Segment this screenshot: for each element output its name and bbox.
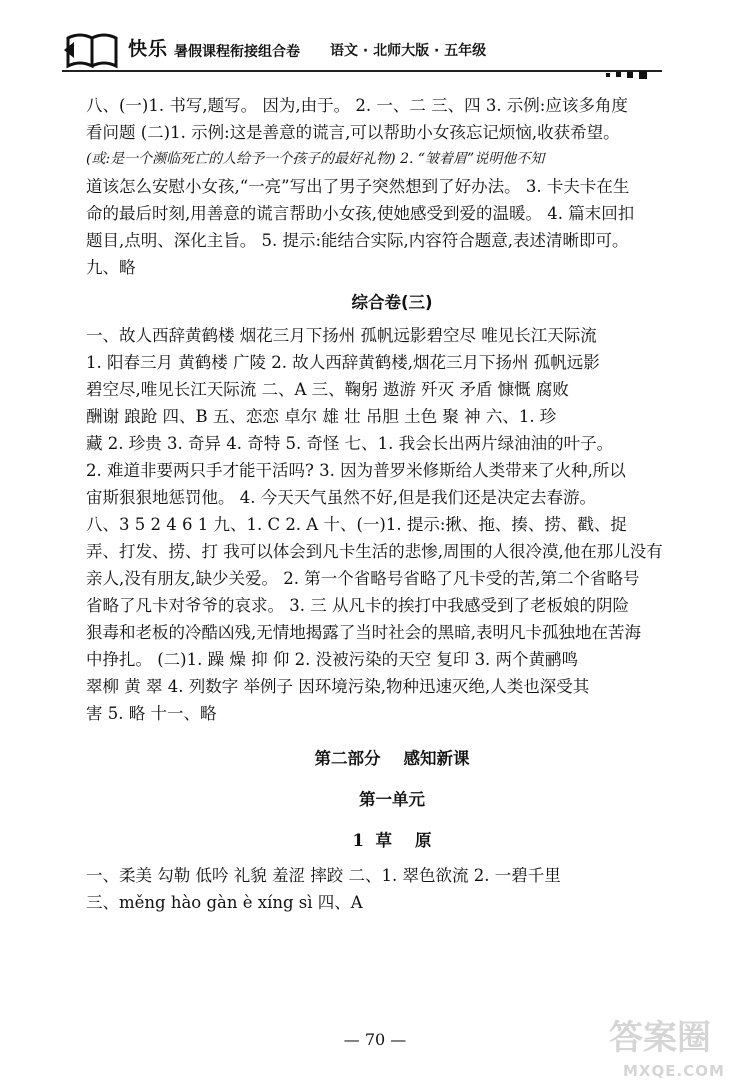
text-line: 狠毒和老板的冷酷凶残,无情地揭露了当时社会的黑暗,表明凡卡孤独地在苦海 <box>86 623 641 642</box>
text-line: 亲人,没有朋友,缺少关爱。 2. 第一个省略号省略了凡卡受的苦,第二个省略号 <box>86 569 640 588</box>
section-comprehensive-3 <box>86 322 698 727</box>
text-line: 2. 难道非要两只手才能干活吗? 3. 因为普罗米修斯给人类带来了火种,所以 <box>86 461 626 480</box>
header-rule <box>62 70 662 72</box>
header-dots <box>606 64 653 83</box>
part-title: 第二部分 感知新课 <box>314 749 470 768</box>
text-line: 八、(一)1. 书写,题写。 因为,由于。 2. 一、二 三、四 3. 示例:应该多角度 <box>86 96 628 115</box>
text-line: 看问题 (二)1. 示例:这是善意的谎言,可以帮助小女孩忘记烦恼,收获希望。 <box>86 123 620 142</box>
edition-label: 语文 · 北师大版 · 五年级 <box>330 43 487 59</box>
section-lesson-1 <box>86 862 698 916</box>
brand-title: 快乐 <box>128 38 169 60</box>
text-line: 中挣扎。 (二)1. 躁 燥 抑 仰 2. 没被污染的天空 复印 3. 两个黄鹂鸣 <box>86 650 579 669</box>
text-line: 藏 2. 珍贵 3. 奇异 4. 奇特 5. 奇怪 七、1. 我会长出两片绿油油的叶子。 <box>86 434 614 453</box>
text-line: 一、故人西辞黄鹤楼 烟花三月下扬州 孤帆远影碧空尽 唯见长江天际流 <box>86 326 597 345</box>
page-header <box>62 26 692 76</box>
watermark-url: MXQE.COM <box>623 1062 725 1080</box>
text-line: 翠柳 黄 翠 4. 列数字 举例子 因环境污染,物种迅速灭绝,人类也深受其 <box>86 677 590 696</box>
book-logo-icon <box>62 30 120 70</box>
text-line: 八、3 5 2 4 6 1 九、1. C 2. A 十、(一)1. 提示:揪、拖、揍、捞、戳、捉 <box>86 515 627 534</box>
series-title: 暑假课程衔接组合卷 <box>174 44 300 60</box>
section-title: 综合卷(三) <box>351 293 433 312</box>
text-line: (或:是一个濒临死亡的人给予一个孩子的最好礼物) 2. “皱着眉”说明他不知 <box>86 151 545 167</box>
unit-title: 第一单元 <box>359 790 425 809</box>
text-line: 道该怎么安慰小女孩,“一亮”写出了男子突然想到了好办法。 3. 卡夫卡在生 <box>86 177 630 196</box>
text-line: 碧空尽,唯见长江天际流 二、A 三、鞠躬 遨游 歼灭 矛盾 慷慨 腐败 <box>86 380 569 399</box>
lesson-title: 1 草 原 <box>352 831 432 850</box>
text-line: 酬谢 踉跄 四、B 五、恋恋 卓尔 雄 壮 吊胆 土色 聚 神 六、1. 珍 <box>86 407 557 426</box>
text-line: 害 5. 略 十一、略 <box>86 704 217 723</box>
watermark <box>605 1010 745 1088</box>
text-line: 一、柔美 勾勒 低吟 礼貌 羞涩 摔跤 二、1. 翠色欲流 2. 一碧千里 <box>86 866 561 885</box>
text-line: 弄、打发、捞、打 我可以体会到凡卡生活的悲惨,周围的人很冷漠,他在那儿没有 <box>86 542 663 561</box>
text-line: 1. 阳春三月 黄鹤楼 广陵 2. 故人西辞黄鹤楼,烟花三月下扬州 孤帆远影 <box>86 353 600 372</box>
text-line: 三、měng hào gàn è xíng sì 四、A <box>86 893 363 912</box>
watermark-text: 答案圈 <box>609 1018 711 1058</box>
text-line: 九、略 <box>86 258 136 277</box>
text-line: 命的最后时刻,用善意的谎言帮助小女孩,使她感受到爱的温暖。 4. 篇末回扣 <box>86 204 635 223</box>
page-number: — 70 — <box>343 1030 407 1049</box>
text-line: 题目,点明、深化主旨。 5. 提示:能结合实际,内容符合题意,表述清晰即可。 <box>86 231 629 250</box>
answer-content <box>86 92 698 916</box>
text-line: 宙斯狠狠地惩罚他。 4. 今天天气虽然不好,但是我们还是决定去春游。 <box>86 488 596 507</box>
text-line: 省略了凡卡对爷爷的哀求。 3. 三 从凡卡的挨打中我感受到了老板娘的阴险 <box>86 596 629 615</box>
section-previous-answers <box>86 92 698 281</box>
